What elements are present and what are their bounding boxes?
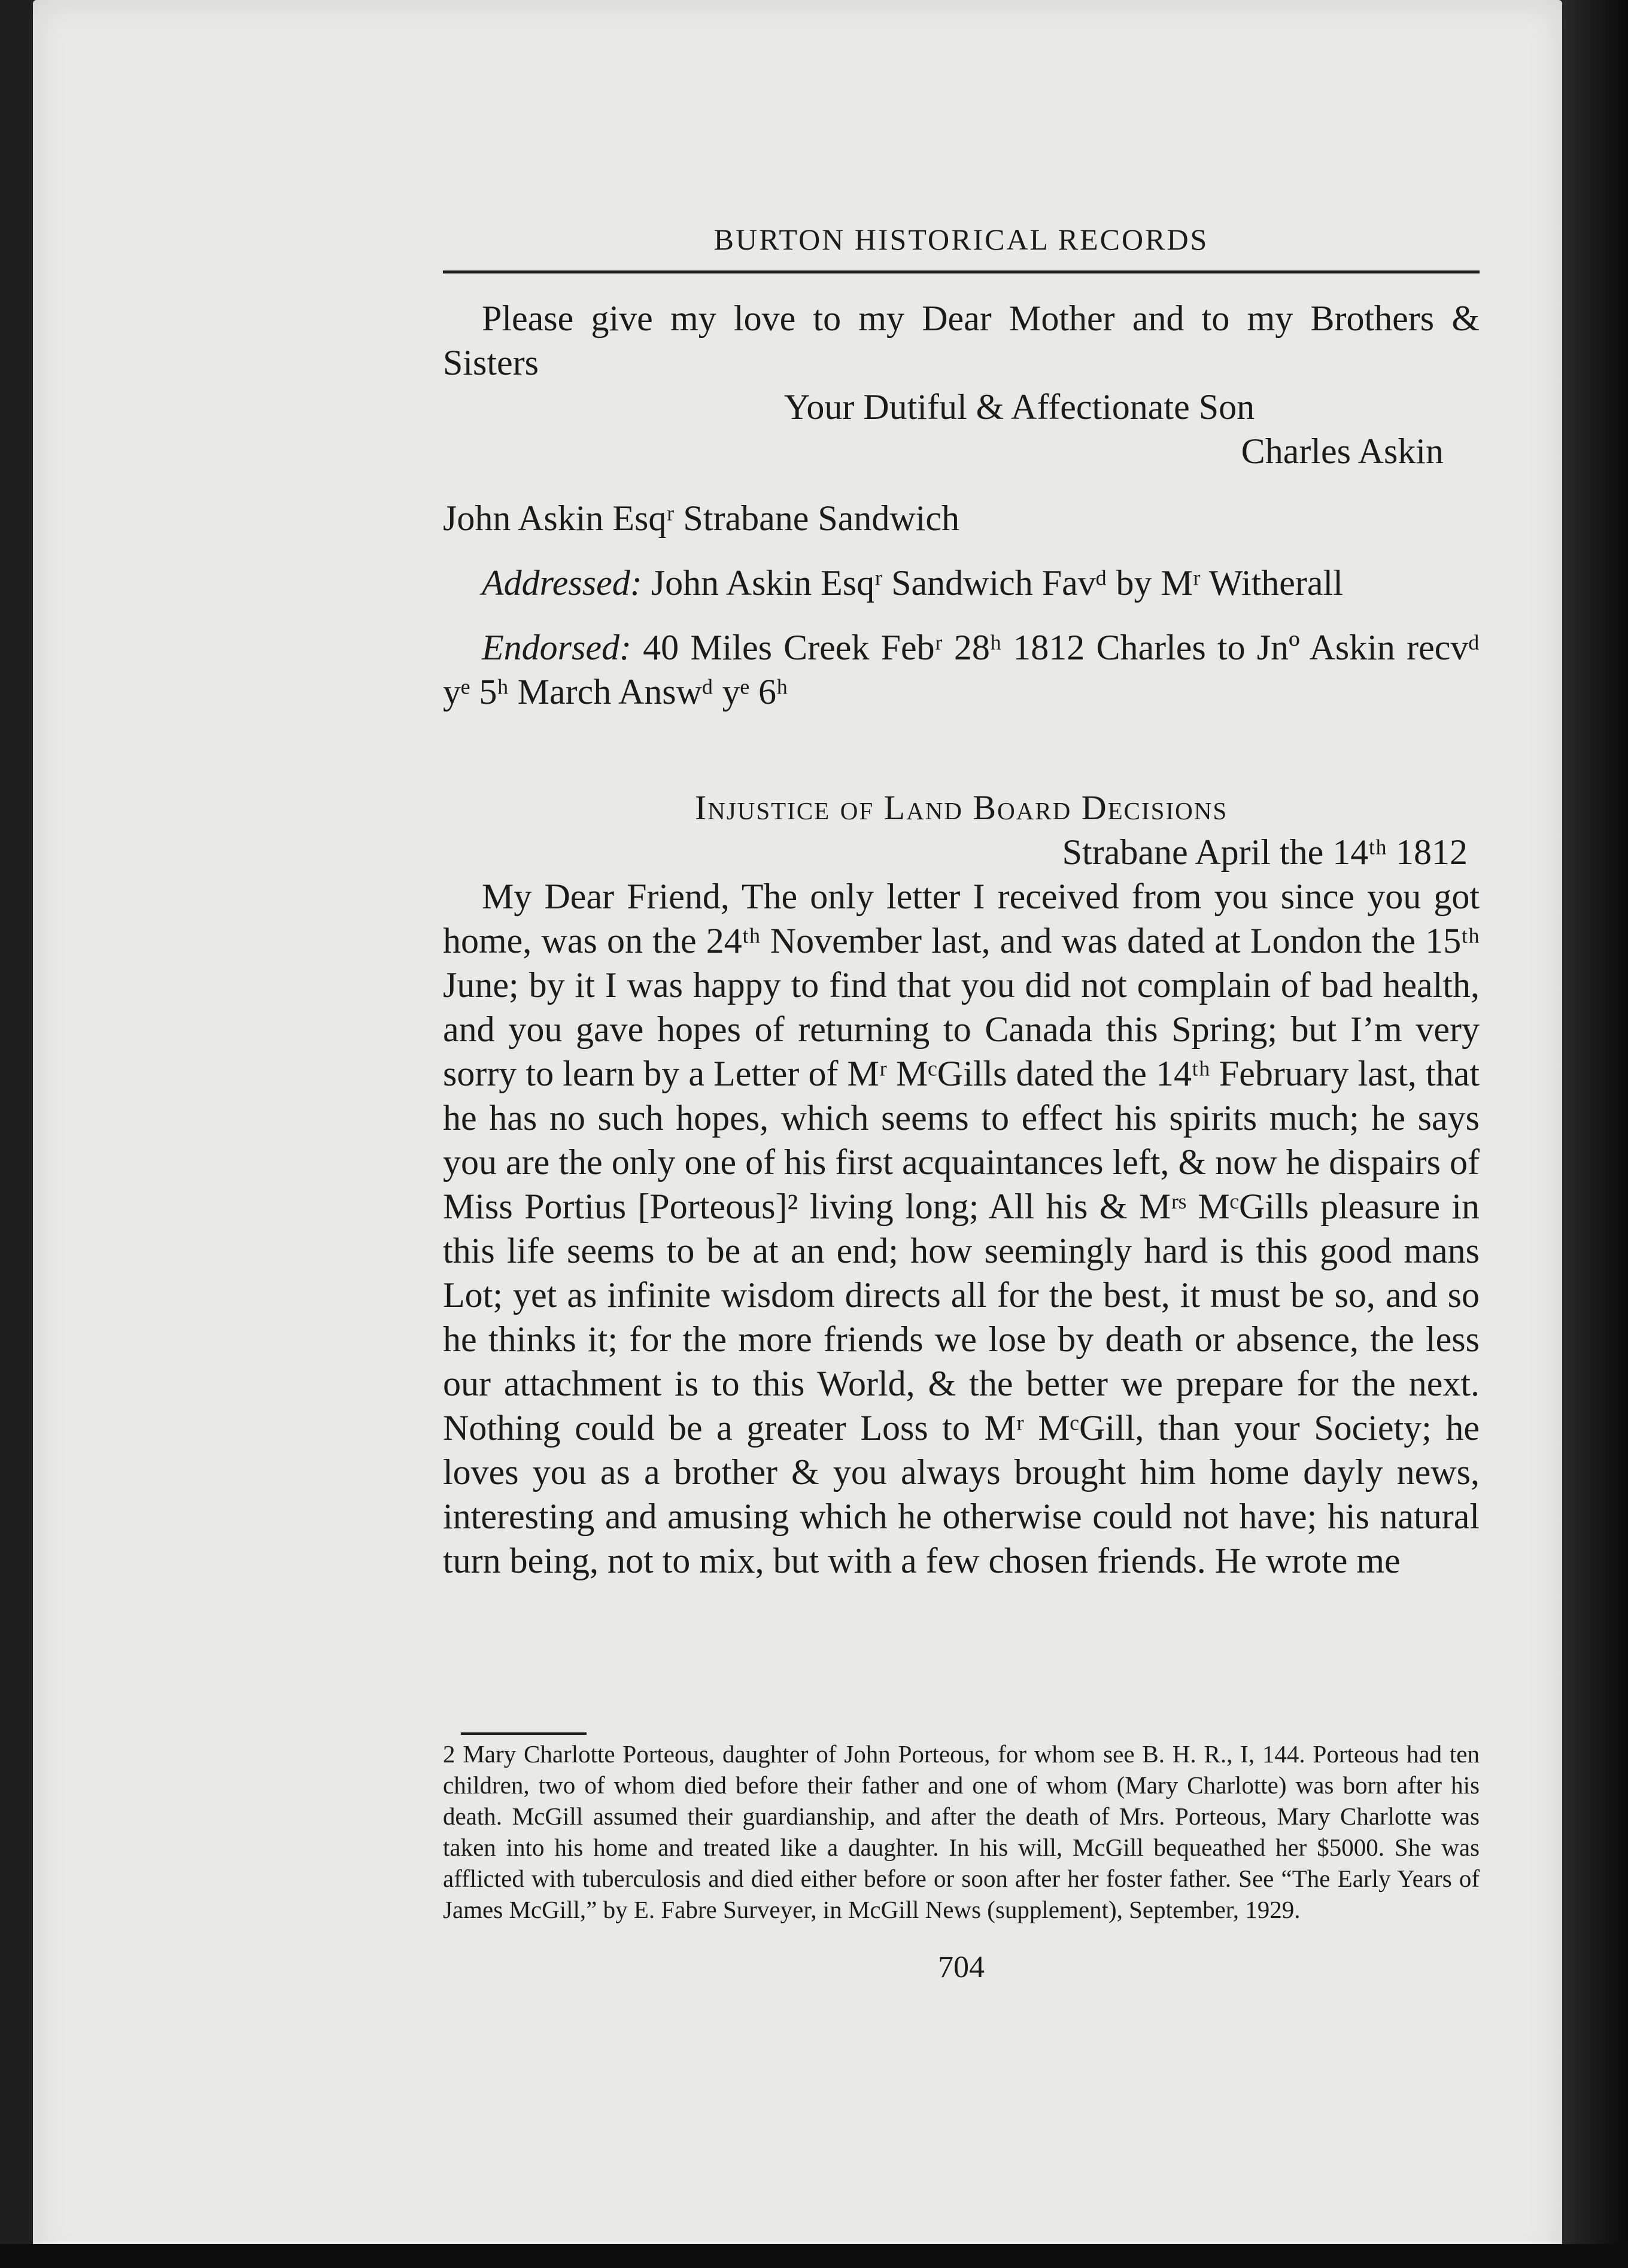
section-title: Injustice of Land Board Decisions [694, 788, 1228, 827]
letter2-body: My Dear Friend, The only letter I received from you since you got home, was on the 24ᵗʰ November last, and was dated at London the 15ᵗʰ June; by it I was happy to find that you did not complain of bad health, and you gave hopes of returning to Canada this Spring; but I’m very sorry to learn by a Letter of Mʳ MᶜGills dated the 14ᵗʰ February last, that he has no such hopes, which seems to effect his spirits much; he says you are the only one of his first acquaintances left, & now he dispairs of Miss Portius [Porteous]² living long; All his & Mʳˢ MᶜGills pleasure in this life seems to be at an end; how seemingly hard is this good mans Lot; yet as infinite wisdom directs all for the best, it must be so, and so he thinks it; for the more friends we lose by death or absence, the less our attachment is to this World, & the better we prepare for the next. Nothing could be a greater Loss to Mʳ MᶜGill, than your Society; he loves you as a brother & you always brought him home dayly news, interesting and amusing which he otherwise could not have; his natural turn being, not to mix, but with a few chosen friends. He wrote me [443, 877, 1480, 1580]
footnote-rule [461, 1732, 587, 1735]
header-rule [443, 270, 1480, 273]
footnote-2: 2 Mary Charlotte Porteous, daughter of John Porteous, for whom see B. H. R., I, 144. Porteous had ten children, two of whom died before their father and one of whom (Mary Charlotte) was born after his death. McGill assumed their guardianship, and after the death of Mrs. Porteous, Mary Charlotte was taken into his home and treated like a daughter. In his will, McGill bequeathed her $5000. She was afflicted with tuberculosis and died either before or soon after her foster father. See “The Early Years of James McGill,” by E. Fabre Surveyer, in McGill News (supplement), September, 1929. [443, 1740, 1480, 1923]
letter1-closing-line: Please give my love to my Dear Mother and to my Brothers & Sisters [443, 299, 1480, 382]
letter1-endorsed [443, 625, 1480, 714]
page-body [443, 296, 1480, 1583]
scan-edge-shadow [1562, 0, 1628, 2268]
letter2-dateline: Strabane April the 14ᵗʰ 1812 [1062, 832, 1468, 872]
addressed-label: Addressed: [482, 563, 642, 603]
letter1-valediction: Your Dutiful & Affectionate Son [784, 387, 1255, 427]
page-number: 704 [938, 1950, 985, 1984]
endorsed-label: Endorsed: [482, 628, 631, 667]
endorsed-text: 40 Miles Creek Febʳ 28ʰ 1812 Charles to Jnº Askin recvᵈ yᵉ 5ʰ March Answᵈ yᵉ 6ʰ [443, 628, 1480, 712]
letter1-recipient: John Askin Esqʳ Strabane Sandwich [443, 498, 959, 538]
running-head: BURTON HISTORICAL RECORDS [713, 223, 1209, 256]
letter1-signature: Charles Askin [1241, 431, 1444, 471]
scan-bottom-edge [0, 2244, 1628, 2268]
addressed-text: John Askin Esqʳ Sandwich Favᵈ by Mʳ Witherall [651, 563, 1343, 603]
letter1-addressed [443, 561, 1480, 605]
